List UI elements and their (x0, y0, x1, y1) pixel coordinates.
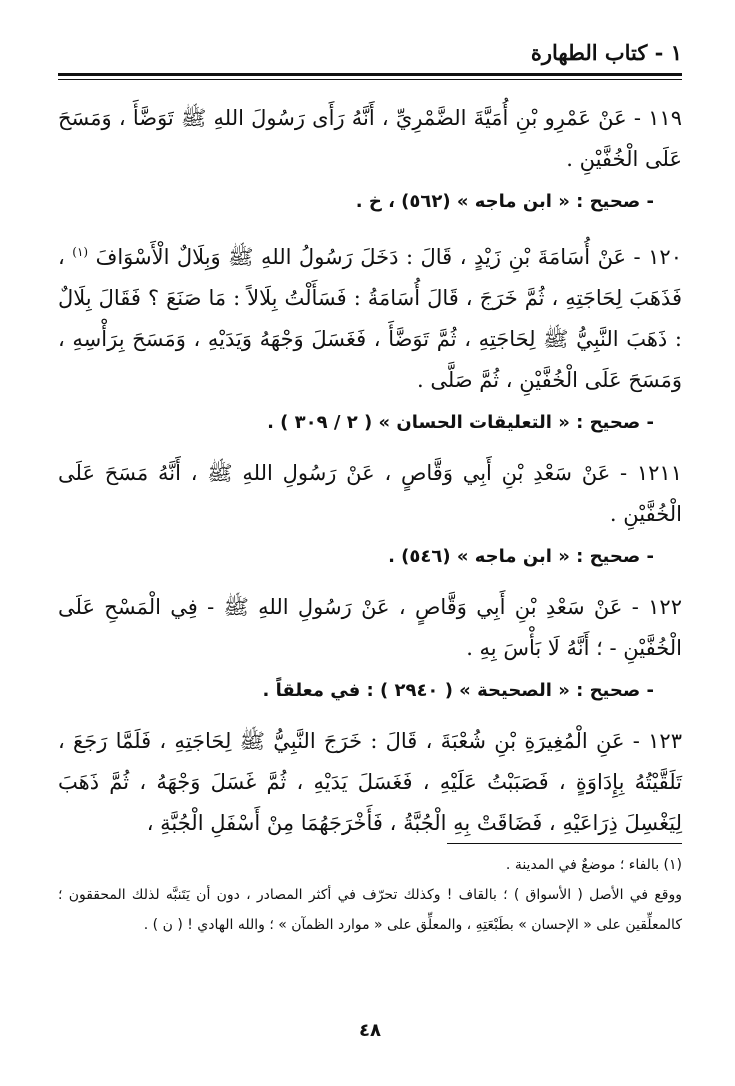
grading-120: - صحيح : « التعليقات الحسان » ( ٢ / ٣٠٩ ) . (267, 412, 654, 433)
hadith-120-text: ١٢٠ - عَنْ أُسَامَةَ بْنِ زَيْدٍ ، قَالَ : دَخَلَ رَسُولُ اللهِ ﷺ وَبِلَالٌ الْأَسْوَافَ (95, 245, 682, 269)
hadith-122: ١٢٢ - عَنْ سَعْدِ بْنِ أَبِي وَقَّاصٍ ، عَنْ رَسُولِ اللهِ ﷺ - فِي الْمَسْحِ عَلَى الْخُفَّيْنِ - ؛ أَنَّهُ لَا بَأْسَ بِهِ . (58, 595, 682, 660)
hadith-120 (58, 232, 682, 401)
grading-119: - صحيح : « ابن ماجه » (٥٦٢) ، خ . (355, 191, 654, 212)
hadith-119: ١١٩ - عَنْ عَمْرِو بْنِ أُمَيَّةَ الضَّمْرِيِّ ، أَنَّهُ رَأَى رَسُولَ اللهِ ﷺ تَوَضَّأَ ، وَمَسَحَ عَلَى الْخُفَّيْنِ . (58, 106, 682, 171)
footnote-1-note: ووقع في الأصل ( الأسواق ) ؛ بالقاف ! وكذلك تحرّف في أكثر المصادر ، دون أن يَتَنبَّه لذلك المحققون ؛ كالمعلِّقين على « الإحسان » بطَبْعَتِهِ ، والمعلِّق على « موارد الظمآن » ؛ والله الهادي ! ( ن ) . (58, 887, 682, 933)
main-text (58, 98, 682, 848)
hadith-1211: ١٢١١ - عَنْ سَعْدِ بْنِ أَبِي وَقَّاصٍ ، عَنْ رَسُولِ اللهِ ﷺ ، أَنَّهُ مَسَحَ عَلَى الْخُفَّيْنِ . (58, 461, 682, 526)
running-header: ١ - كتاب الطهارة (530, 40, 682, 65)
footnote-divider (447, 843, 682, 844)
book-page (58, 38, 682, 1058)
header-rule (58, 73, 682, 76)
hadith-120-text-continued: ، فَذَهَبَ لِحَاجَتِهِ ، ثُمَّ خَرَجَ ، قَالَ أُسَامَةُ : فَسَأَلْتُ بِلَالاً : مَا صَنَعَ ؟ فَقَالَ بِلَالٌ : ذَهَبَ النَّبِيُّ ﷺ لِحَاجَتِهِ ، ثُمَّ تَوَضَّأَ ، فَغَسَلَ وَجْهَهُ وَيَدَيْهِ ، وَمَسَحَ بِرَأْسِهِ ، وَمَسَحَ عَلَى الْخُفَّيْنِ ، ثُمَّ صَلَّى . (58, 245, 682, 392)
hadith-123: ١٢٣ - عَنِ الْمُغِيرَةِ بْنِ شُعْبَةَ ، قَالَ : خَرَجَ النَّبِيُّ ﷺ لِحَاجَتِهِ ، فَلَمَّا رَجَعَ ، تَلَقَّيْتُهُ بِإِدَاوَةٍ ، فَصَبَبْتُ عَلَيْهِ ، فَغَسَلَ يَدَيْهِ ، ثُمَّ غَسَلَ وَجْهَهُ ، ثُمَّ ذَهَبَ لِيَغْسِلَ ذِرَاعَيْهِ ، فَضَاقَتْ بِهِ الْجُبَّةُ ، فَأَخْرَجَهُمَا مِنْ أَسْفَلِ الْجُبَّةِ ، (58, 729, 682, 835)
grading-1211: - صحيح : « ابن ماجه » (٥٤٦) . (388, 546, 654, 567)
footnotes (58, 850, 682, 940)
page-number: ٤٨ (359, 1020, 381, 1041)
footnote-marker[interactable]: (١) (72, 245, 89, 259)
header-rule-thin (58, 79, 682, 80)
grading-122: - صحيح : « الصحيحة » ( ٢٩٤٠ ) : في معلقاً . (262, 680, 654, 701)
footnote-1: (١) بالفاء ؛ موضعٌ في المدينة . (505, 857, 682, 873)
